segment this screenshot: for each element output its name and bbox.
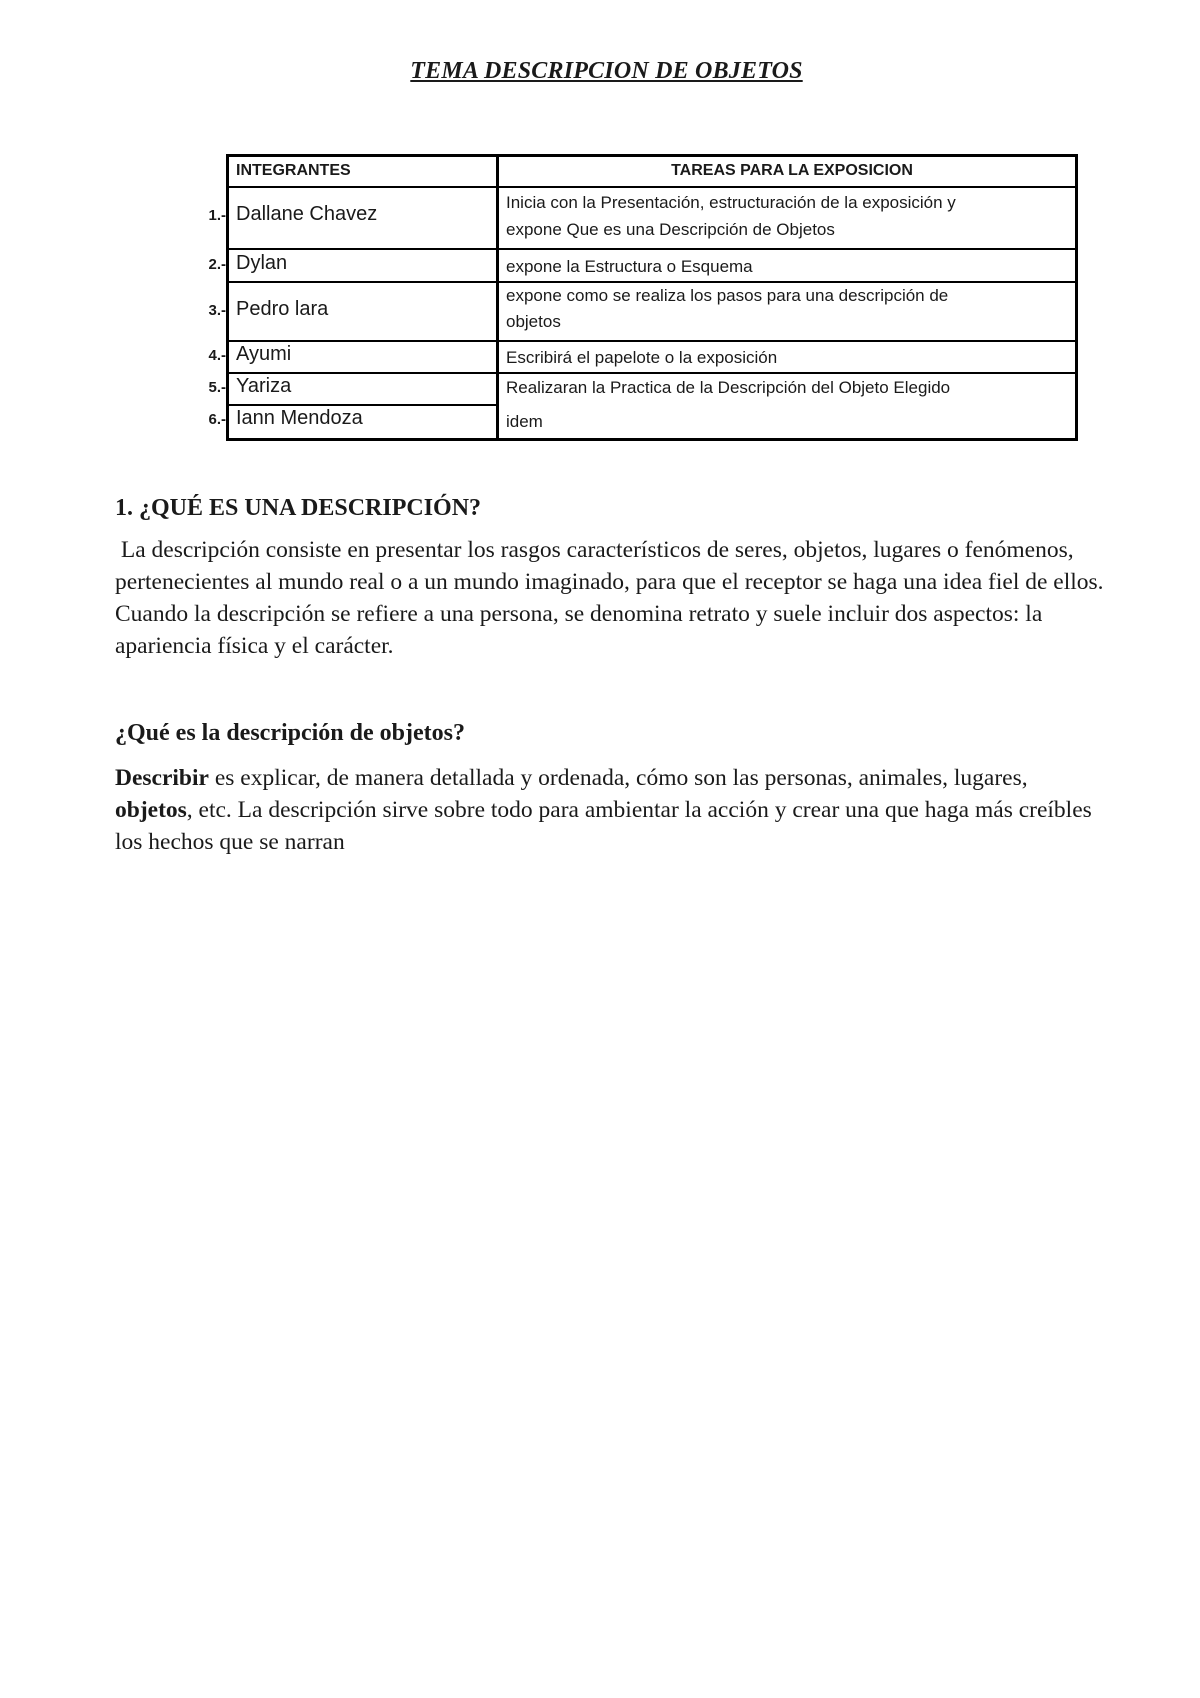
tasks-column-header: TAREAS PARA LA EXPOSICION <box>671 162 913 179</box>
member-name: Dallane Chavez <box>236 203 378 225</box>
row-number: 4.- <box>208 347 226 364</box>
table-border-bottom <box>226 438 1078 441</box>
row-number: 1.- <box>208 207 226 224</box>
task-text: Realizaran la Practica de la Descripción del Objeto Elegido <box>506 378 951 397</box>
task-text: expone la Estructura o Esquema <box>506 257 753 276</box>
section-heading: 1. ¿QUÉ ES UNA DESCRIPCIÓN? <box>115 495 482 521</box>
table-row-divider <box>226 186 1078 188</box>
member-name: Iann Mendoza <box>236 407 363 429</box>
section-paragraph <box>115 762 1105 858</box>
row-number: 6.- <box>208 411 226 428</box>
table-row-divider <box>226 340 1078 342</box>
section-what-is-description <box>115 492 1110 662</box>
table-border-right <box>1075 154 1078 441</box>
paragraph-text: es explicar, de manera detallada y ordenada, cómo son las personas, animales, lugares, <box>208 765 1028 791</box>
row-number: 3.- <box>208 302 226 319</box>
member-name: Ayumi <box>236 343 292 365</box>
row-number: 5.- <box>208 379 226 396</box>
member-name: Dylan <box>236 252 288 274</box>
table-border-top <box>226 154 1078 157</box>
row-number: 2.- <box>208 256 226 273</box>
table-column-divider <box>496 154 499 441</box>
page-title: TEMA DESCRIPCION DE OBJETOS <box>410 58 803 84</box>
member-name: Pedro lara <box>236 298 329 320</box>
section-paragraph: La descripción consiste en presentar los rasgos característicos de seres, objetos, lugares o fenómenos, pertenecientes al mundo real o a un mundo imaginado, para que el receptor se haga una idea fiel de ellos. Cuando la descripción se refiere a una persona, se denomina retrato y suele incluir dos aspectos: la apariencia física y el carácter. <box>115 537 1110 659</box>
bold-term-objetos: objetos <box>115 797 187 823</box>
paragraph-text: , etc. La descripción sirve sobre todo para ambientar la acción y crear una que haga más creíbles los hechos que se narran <box>115 797 1092 855</box>
members-column-header: INTEGRANTES <box>236 162 351 179</box>
task-text: expone como se realiza los pasos para una descripción de <box>506 286 949 305</box>
section-heading: ¿Qué es la descripción de objetos? <box>115 720 465 746</box>
task-text: Escribirá el papelote o la exposición <box>506 348 778 367</box>
table-row-divider <box>226 248 1078 250</box>
table-row-divider-partial <box>226 404 496 406</box>
table-border-left <box>226 154 229 441</box>
task-text: expone Que es una Descripción de Objetos <box>506 220 835 239</box>
member-name: Yariza <box>236 375 292 397</box>
section-object-description <box>115 717 1105 858</box>
task-text: objetos <box>506 312 561 331</box>
bold-term-describir: Describir <box>115 765 209 791</box>
task-text: idem <box>506 412 543 431</box>
task-text: Inicia con la Presentación, estructuración de la exposición y <box>506 193 956 212</box>
